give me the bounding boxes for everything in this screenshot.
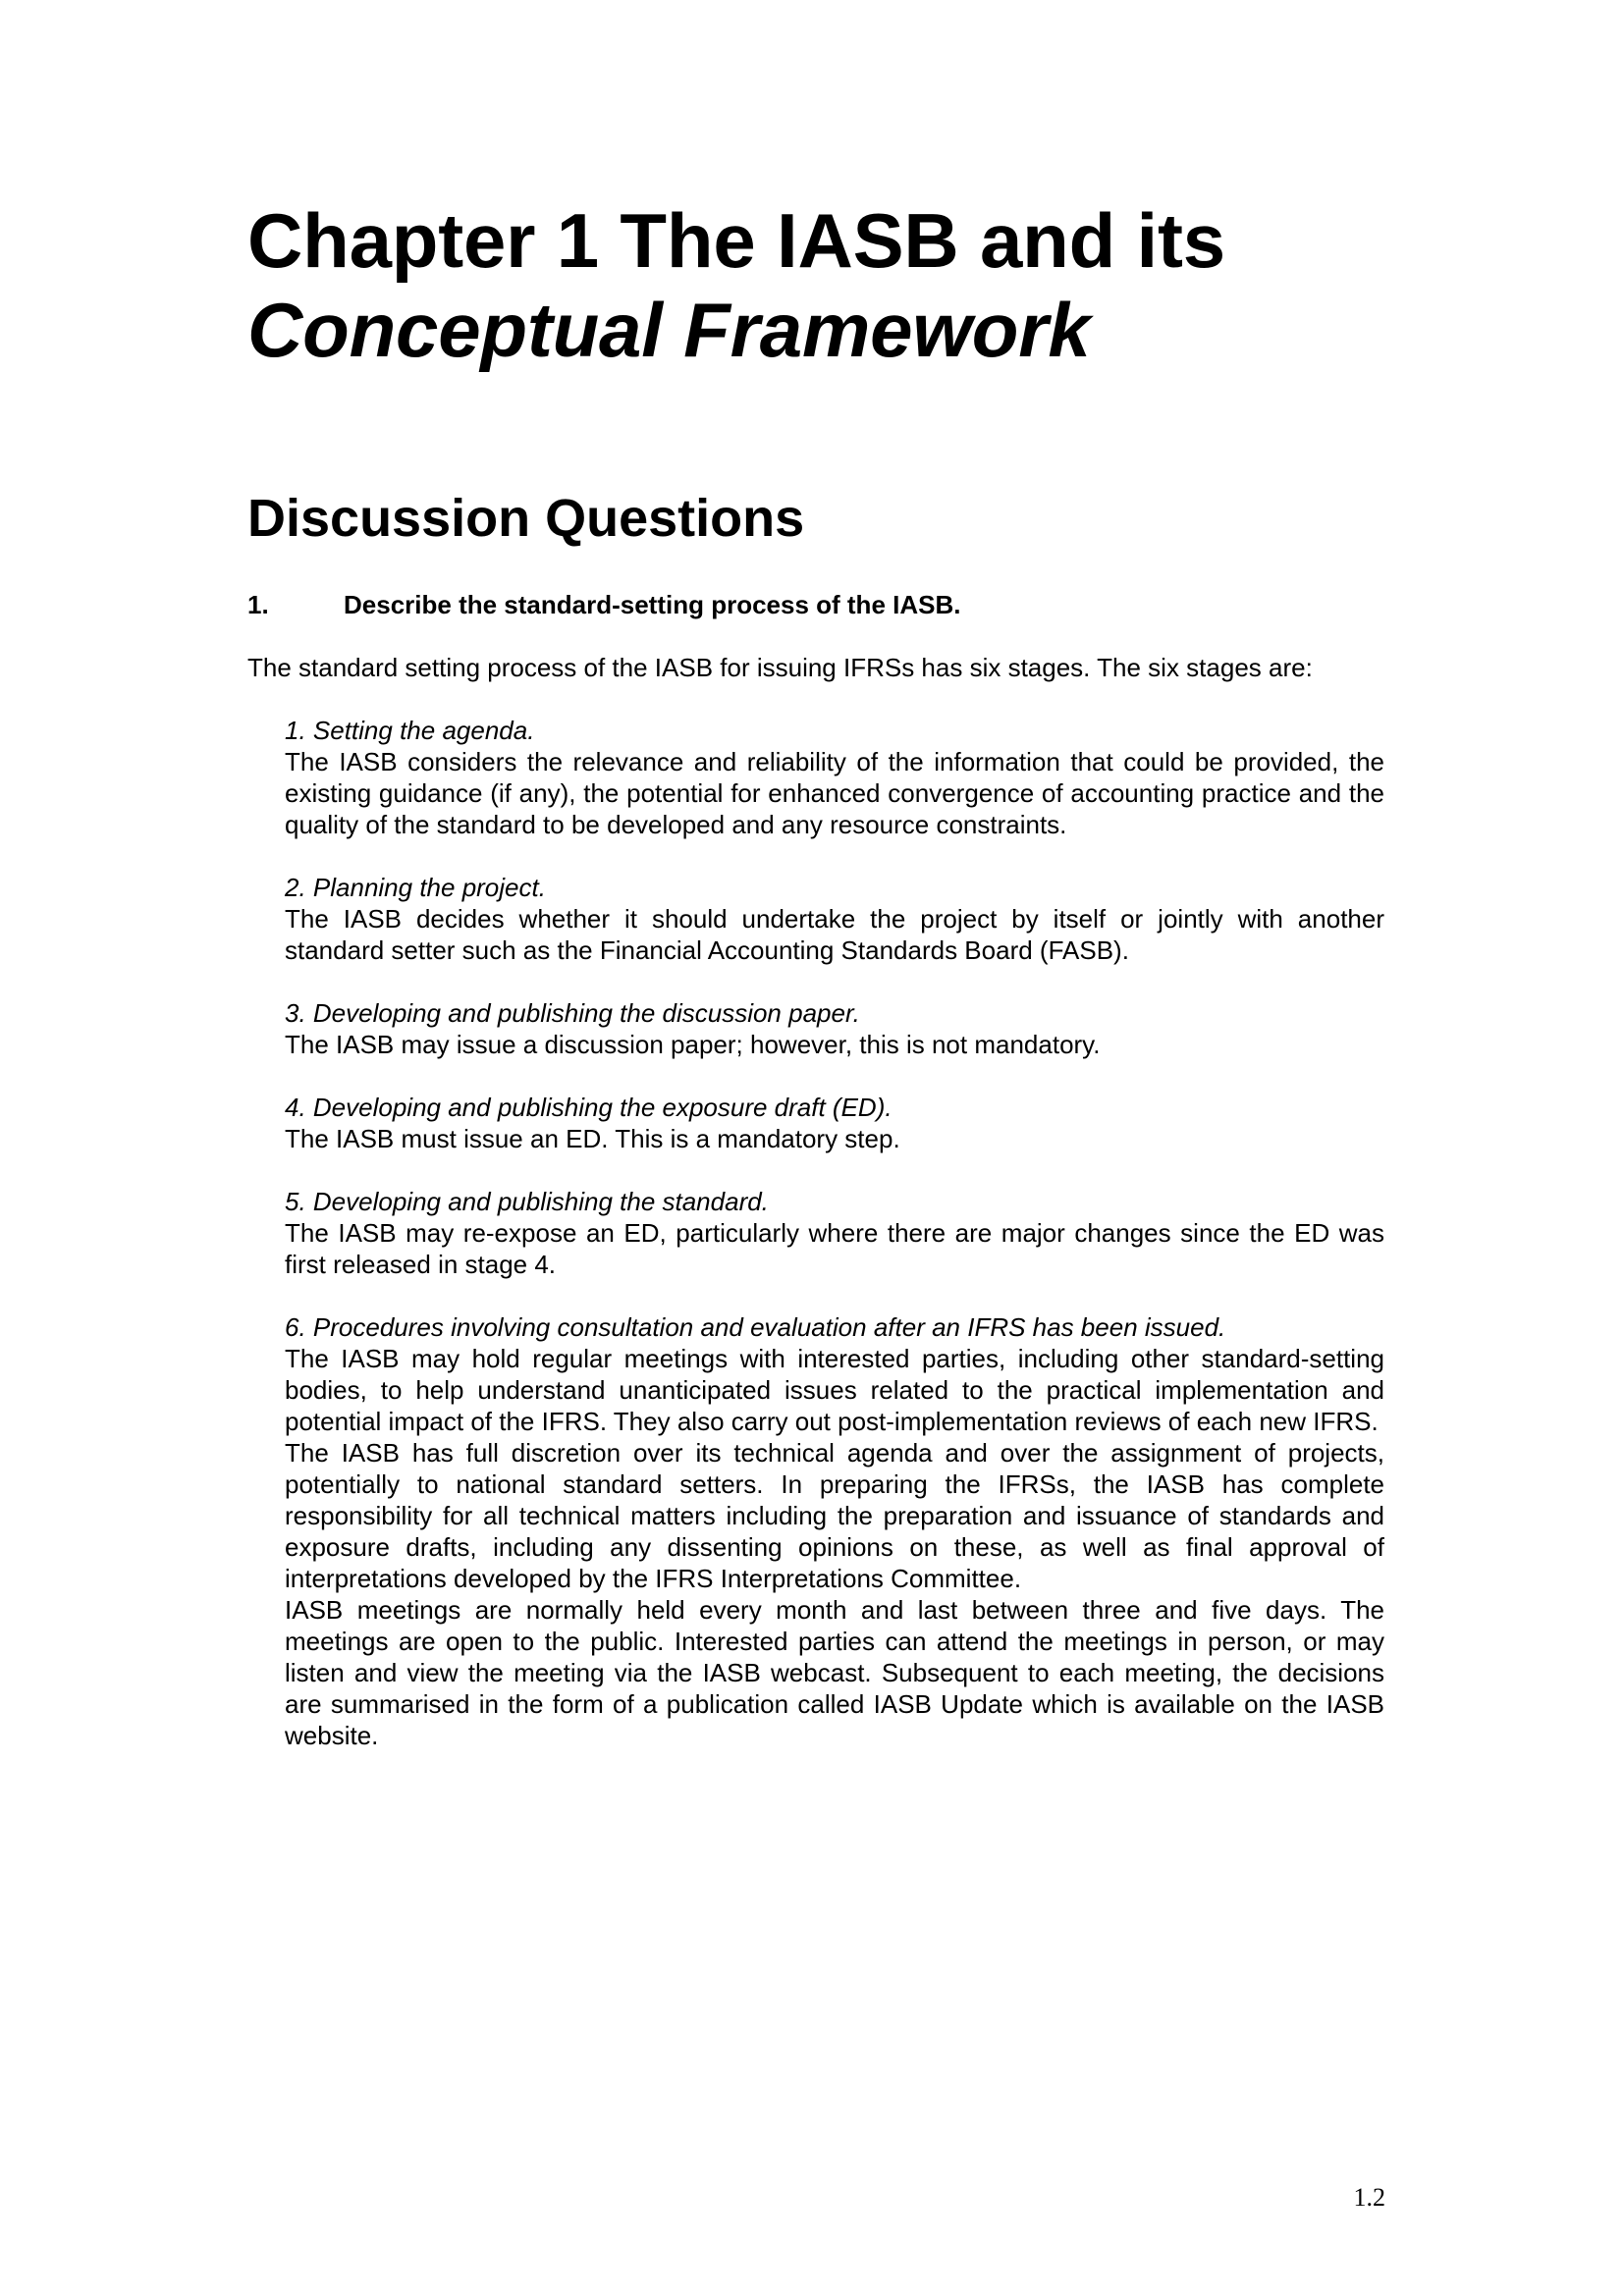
stage-item (285, 1092, 1384, 1154)
page-number: 1.2 (1353, 2183, 1385, 2212)
question-number: 1. (247, 590, 269, 619)
question-1 (247, 589, 1384, 620)
section-heading: Discussion Questions (247, 489, 805, 548)
stage-title: 6. Procedures involving consultation and evaluation after an IFRS has been issued. (285, 1312, 1226, 1342)
stage-title: 2. Planning the project. (285, 873, 546, 902)
stage-body (285, 1217, 1384, 1280)
stage-body (285, 1123, 1384, 1154)
intro-paragraph: The standard setting process of the IASB for issuing IFRSs has six stages. The six stages are: (247, 653, 1313, 682)
stage-body (285, 746, 1384, 840)
question-text: Describe the standard-setting process of the IASB. (344, 590, 961, 619)
stage-title: 1. Setting the agenda. (285, 716, 535, 745)
stage-body (285, 1029, 1384, 1060)
stage-paragraph: The IASB decides whether it should undertake the project by itself or jointly with another standard setter such as the Financial Accounting Standards Board (FASB). (285, 904, 1384, 965)
stage-title: 5. Developing and publishing the standard. (285, 1187, 769, 1216)
page-content (247, 196, 1384, 1751)
stage-body (285, 1343, 1384, 1751)
stage-item (285, 997, 1384, 1060)
stage-title: 3. Developing and publishing the discussion paper. (285, 998, 860, 1028)
stage-paragraph: The IASB may hold regular meetings with interested parties, including other standard-setting bodies, to help understand unanticipated issues related to the practical implementation and potential impact of the IFRS. They also carry out post-implementation reviews of each new IFRS. (285, 1344, 1384, 1436)
stage-paragraph: The IASB may issue a discussion paper; however, this is not mandatory. (285, 1030, 1101, 1059)
stage-paragraph: The IASB may re-expose an ED, particularly where there are major changes since the ED was first released in stage 4. (285, 1218, 1384, 1279)
stage-paragraph: The IASB must issue an ED. This is a mandatory step. (285, 1124, 900, 1153)
stage-item (285, 1311, 1384, 1751)
stages-list (285, 715, 1384, 1751)
chapter-title-line2: Conceptual Framework (247, 287, 1091, 373)
stage-paragraph: The IASB has full discretion over its technical agenda and over the assignment of projects, potentially to national standard setters. In preparing the IFRSs, the IASB has complete responsibility for all technical matters including the preparation and issuance of standards and exposure drafts, including any dissenting opinions on these, as well as final approval of interpretations developed by the IFRS Interpretations Committee. (285, 1438, 1384, 1593)
stage-item (285, 1186, 1384, 1280)
stage-item (285, 715, 1384, 840)
stage-paragraph: The IASB considers the relevance and reliability of the information that could be provided, the existing guidance (if any), the potential for enhanced convergence of accounting practice and the quality of the standard to be developed and any resource constraints. (285, 747, 1384, 839)
stage-body (285, 903, 1384, 966)
chapter-title-line1: Chapter 1 The IASB and its (247, 197, 1225, 284)
stage-paragraph: IASB meetings are normally held every month and last between three and five days. The meetings are open to the public. Interested parties can attend the meetings in person, or may listen and view the meeting via the IASB webcast. Subsequent to each meeting, the decisions are summarised in the form of a publication called IASB Update which is available on the IASB website. (285, 1595, 1384, 1750)
stage-item (285, 872, 1384, 966)
stage-title: 4. Developing and publishing the exposure draft (ED). (285, 1093, 893, 1122)
chapter-title (247, 196, 1384, 375)
